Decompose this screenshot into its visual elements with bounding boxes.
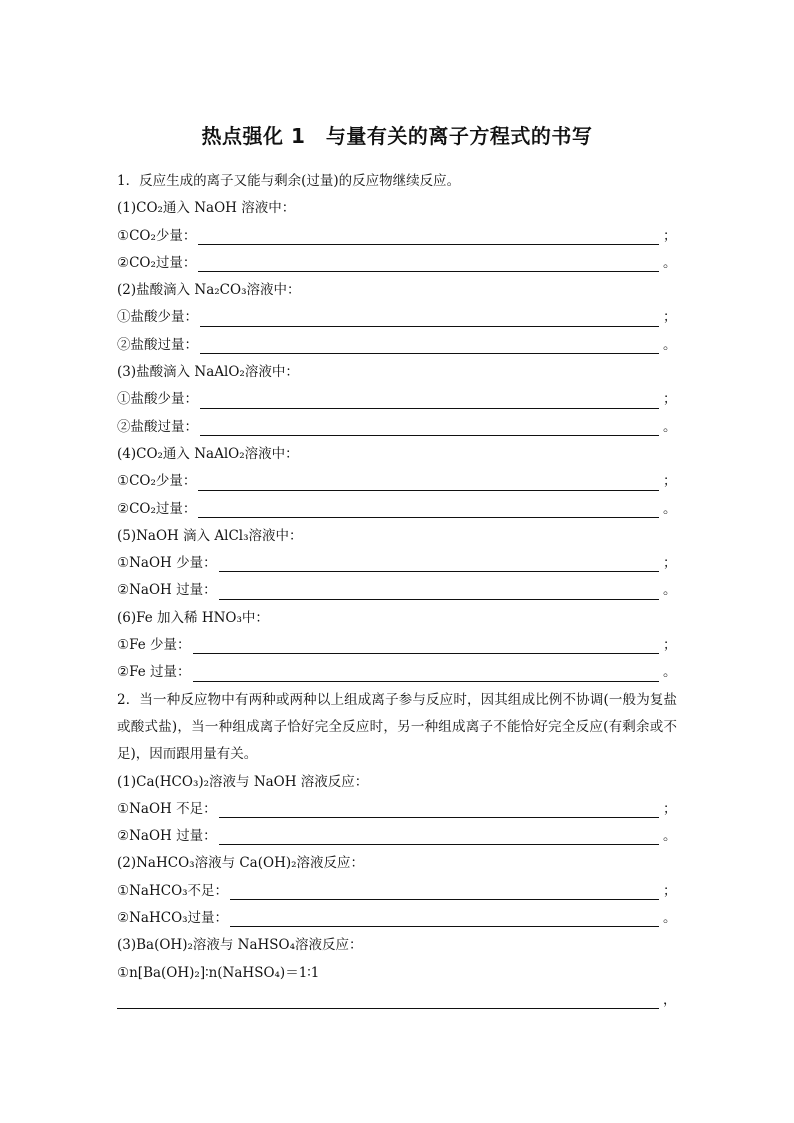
punctuation: ； <box>663 555 677 572</box>
answer-label: ②NaHCO₃过量： <box>117 910 229 927</box>
answer-row <box>117 250 677 277</box>
answer-label: ②NaOH 过量： <box>117 828 217 845</box>
question-2-2: (2)NaHCO₃溶液与 Ca(OH)₂溶液反应： <box>117 855 365 872</box>
question-1-3: (3)盐酸滴入 NaAlO₂溶液中： <box>117 364 299 381</box>
punctuation: 。 <box>663 828 677 845</box>
answer-blank[interactable] <box>200 307 659 327</box>
answer-row <box>117 659 677 686</box>
answer-blank[interactable] <box>198 498 659 518</box>
ratio-condition: ①n[Ba(OH)₂]∶n(NaHSO₄)＝1∶1 <box>117 964 320 981</box>
answer-label: ②NaOH 过量： <box>117 582 217 599</box>
question-1-1: (1)CO₂通入 NaOH 溶液中： <box>117 200 296 217</box>
answer-label: ①NaOH 不足： <box>117 800 217 817</box>
punctuation: ， <box>663 991 677 1008</box>
page-title: 热点强化 1 与量有关的离子方程式的书写 <box>201 124 593 148</box>
answer-label: ②CO₂过量： <box>117 500 197 517</box>
answer-blank[interactable] <box>200 416 659 436</box>
answer-row <box>117 332 677 359</box>
punctuation: ； <box>663 473 677 490</box>
answer-label: ①CO₂少量： <box>117 227 197 244</box>
answer-blank[interactable] <box>230 880 659 900</box>
punctuation: ； <box>663 227 677 244</box>
answer-row <box>117 414 677 441</box>
section-1-heading: 1．反应生成的离子又能与剩余(过量)的反应物继续反应。 <box>117 173 461 189</box>
answer-row <box>117 878 677 905</box>
answer-blank[interactable] <box>200 334 659 354</box>
punctuation: 。 <box>663 418 677 435</box>
answer-blank[interactable] <box>219 580 659 600</box>
answer-row <box>117 223 677 250</box>
answer-row <box>117 468 677 495</box>
answer-blank[interactable] <box>230 907 659 927</box>
question-2-1: (1)Ca(HCO₃)₂溶液与 NaOH 溶液反应： <box>117 773 369 790</box>
answer-row <box>117 905 677 932</box>
punctuation: ； <box>663 309 677 326</box>
answer-blank[interactable] <box>198 471 659 491</box>
answer-label: ①Fe 少量： <box>117 637 191 654</box>
section-2-heading: 2．当一种反应物中有两种或两种以上组成离子参与反应时，因其组成比例不协调(一般为复盐或酸式盐)，当一种组成离子恰好完全反应时，另一种组成离子不能恰好完全反应(有剩余或不足)，因而跟用量有关。 <box>117 691 677 763</box>
punctuation: 。 <box>663 254 677 271</box>
question-2-3: (3)Ba(OH)₂溶液与 NaHSO₄溶液反应： <box>117 937 363 954</box>
punctuation: 。 <box>663 582 677 599</box>
answer-label: ①盐酸少量： <box>117 391 198 408</box>
punctuation: ； <box>663 391 677 408</box>
answer-label: ①NaOH 少量： <box>117 555 217 572</box>
answer-blank[interactable] <box>198 225 659 245</box>
answer-row <box>117 823 677 850</box>
answer-label: ①NaHCO₃不足： <box>117 882 229 899</box>
punctuation: ； <box>663 800 677 817</box>
answer-label: ②盐酸过量： <box>117 336 198 353</box>
answer-row <box>117 796 677 823</box>
answer-blank[interactable] <box>200 389 659 409</box>
answer-blank[interactable] <box>219 798 659 818</box>
answer-blank[interactable] <box>219 552 659 572</box>
punctuation: ； <box>663 637 677 654</box>
punctuation: ； <box>663 882 677 899</box>
answer-blank[interactable] <box>219 825 659 845</box>
question-1-5: (5)NaOH 滴入 AlCl₃溶液中： <box>117 527 303 544</box>
answer-row <box>117 577 677 604</box>
answer-label: ②Fe 过量： <box>117 664 191 681</box>
answer-row <box>117 496 677 523</box>
answer-blank[interactable] <box>193 634 659 654</box>
answer-label: ①盐酸少量： <box>117 309 198 326</box>
answer-blank[interactable] <box>117 989 659 1009</box>
answer-row <box>117 386 677 413</box>
answer-label: ②CO₂过量： <box>117 254 197 271</box>
punctuation: 。 <box>663 664 677 681</box>
answer-blank[interactable] <box>193 662 659 682</box>
worksheet-content <box>117 168 677 1014</box>
answer-label: ②盐酸过量： <box>117 418 198 435</box>
question-1-2: (2)盐酸滴入 Na₂CO₃溶液中： <box>117 282 301 299</box>
question-1-6: (6)Fe 加入稀 HNO₃中： <box>117 609 269 626</box>
answer-row <box>117 632 677 659</box>
question-1-4: (4)CO₂通入 NaAlO₂溶液中： <box>117 445 299 462</box>
answer-row <box>117 550 677 577</box>
punctuation: 。 <box>663 336 677 353</box>
answer-row <box>117 987 677 1014</box>
punctuation: 。 <box>663 910 677 927</box>
answer-row <box>117 304 677 331</box>
answer-label: ①CO₂少量： <box>117 473 197 490</box>
punctuation: 。 <box>663 500 677 517</box>
answer-blank[interactable] <box>198 252 659 272</box>
